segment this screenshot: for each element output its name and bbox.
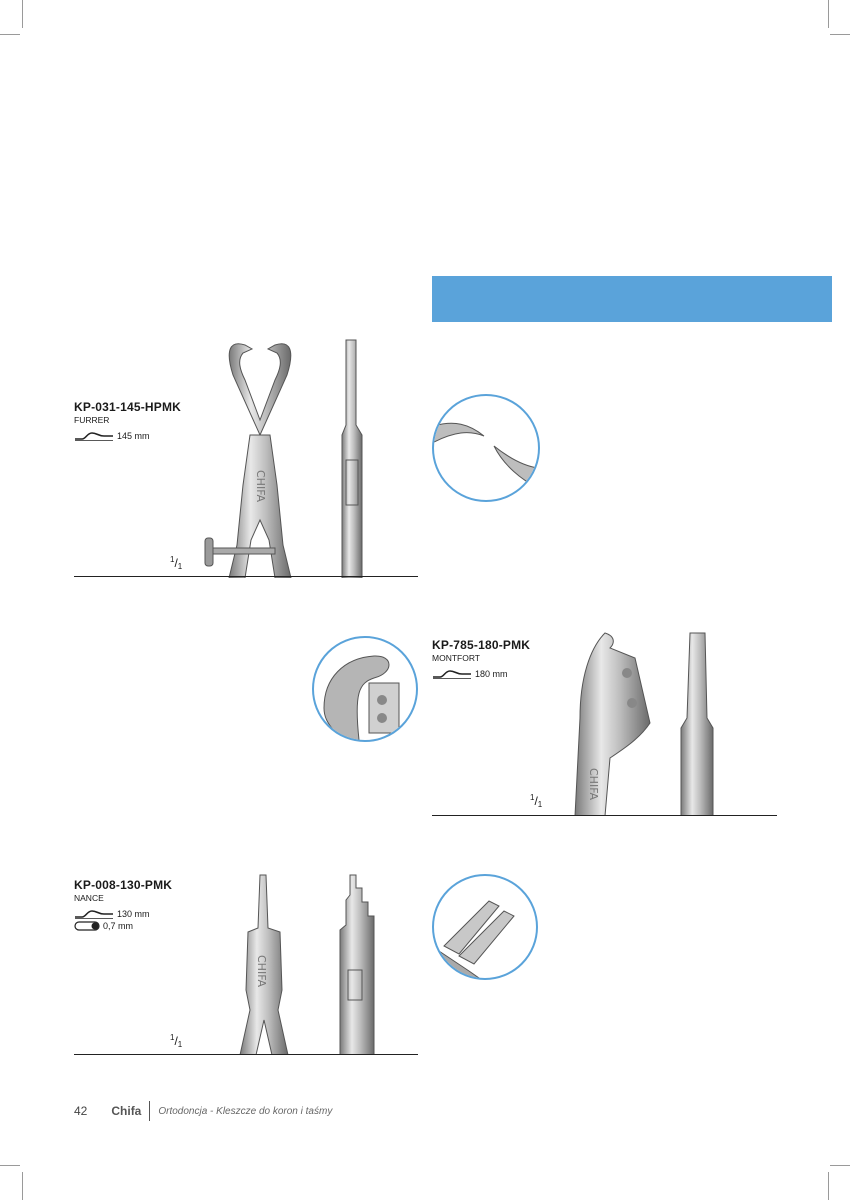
length-icon bbox=[432, 669, 472, 679]
crop-mark bbox=[0, 1165, 20, 1166]
crop-mark bbox=[828, 1172, 829, 1200]
page-footer bbox=[74, 1101, 332, 1121]
baseline-rule bbox=[432, 815, 777, 816]
detail-circle-tips bbox=[432, 394, 540, 502]
wire-diameter-icon bbox=[74, 921, 100, 931]
spec-value: 0,7 mm bbox=[103, 921, 134, 931]
brand-marking: CHIFA bbox=[254, 470, 267, 503]
crop-mark bbox=[830, 1165, 850, 1166]
footer-divider bbox=[149, 1101, 150, 1121]
product-code: KP-785-180-PMK bbox=[432, 638, 531, 652]
spec-length bbox=[74, 431, 204, 441]
brand-marking: CHIFA bbox=[255, 955, 268, 988]
product-code: KP-008-130-PMK bbox=[74, 878, 173, 892]
nance-pliers-side-view bbox=[330, 870, 380, 1055]
spec-value: 145 mm bbox=[117, 431, 150, 441]
detail-circle-prongs bbox=[432, 874, 538, 980]
spec-value: 130 mm bbox=[117, 909, 150, 919]
product-name: FURRER bbox=[74, 415, 110, 425]
product-info-montfort bbox=[432, 638, 562, 679]
footer-brand: Chifa bbox=[111, 1104, 142, 1118]
product-info-nance bbox=[74, 878, 204, 931]
crop-mark bbox=[0, 34, 20, 35]
scale-indicator: $^1/_1$ bbox=[170, 1033, 183, 1049]
furrer-pliers-side-view bbox=[328, 335, 378, 578]
spec-length bbox=[432, 669, 562, 679]
product-code: KP-031-145-HPMK bbox=[74, 400, 182, 414]
baseline-rule bbox=[74, 1054, 418, 1055]
montfort-pliers-side-view bbox=[675, 628, 720, 816]
page-number: 42 bbox=[74, 1104, 88, 1118]
nance-pliers-front-view bbox=[230, 870, 300, 1055]
crop-mark bbox=[22, 1172, 23, 1200]
product-name: MONTFORT bbox=[432, 653, 481, 663]
length-icon bbox=[74, 431, 114, 441]
product-info-furrer bbox=[74, 400, 204, 441]
baseline-rule bbox=[74, 576, 418, 577]
spec-length bbox=[74, 909, 204, 919]
montfort-pliers-front-view bbox=[565, 628, 665, 816]
length-icon bbox=[74, 909, 114, 919]
product-name: NANCE bbox=[74, 893, 104, 903]
crop-mark bbox=[828, 0, 829, 28]
crop-mark bbox=[22, 0, 23, 28]
furrer-pliers-front-view bbox=[195, 335, 325, 578]
spec-value: 180 mm bbox=[475, 669, 508, 679]
spec-wire-diameter bbox=[74, 921, 204, 931]
footer-subtitle: Ortodoncja - Kleszcze do koron i taśmy bbox=[158, 1105, 333, 1117]
brand-marking: CHIFA bbox=[587, 768, 600, 801]
scale-indicator: $^1/_1$ bbox=[530, 793, 543, 809]
crop-mark bbox=[830, 34, 850, 35]
section-banner bbox=[432, 276, 832, 322]
detail-circle-hook bbox=[312, 636, 418, 742]
scale-indicator: $^1/_1$ bbox=[170, 555, 183, 571]
